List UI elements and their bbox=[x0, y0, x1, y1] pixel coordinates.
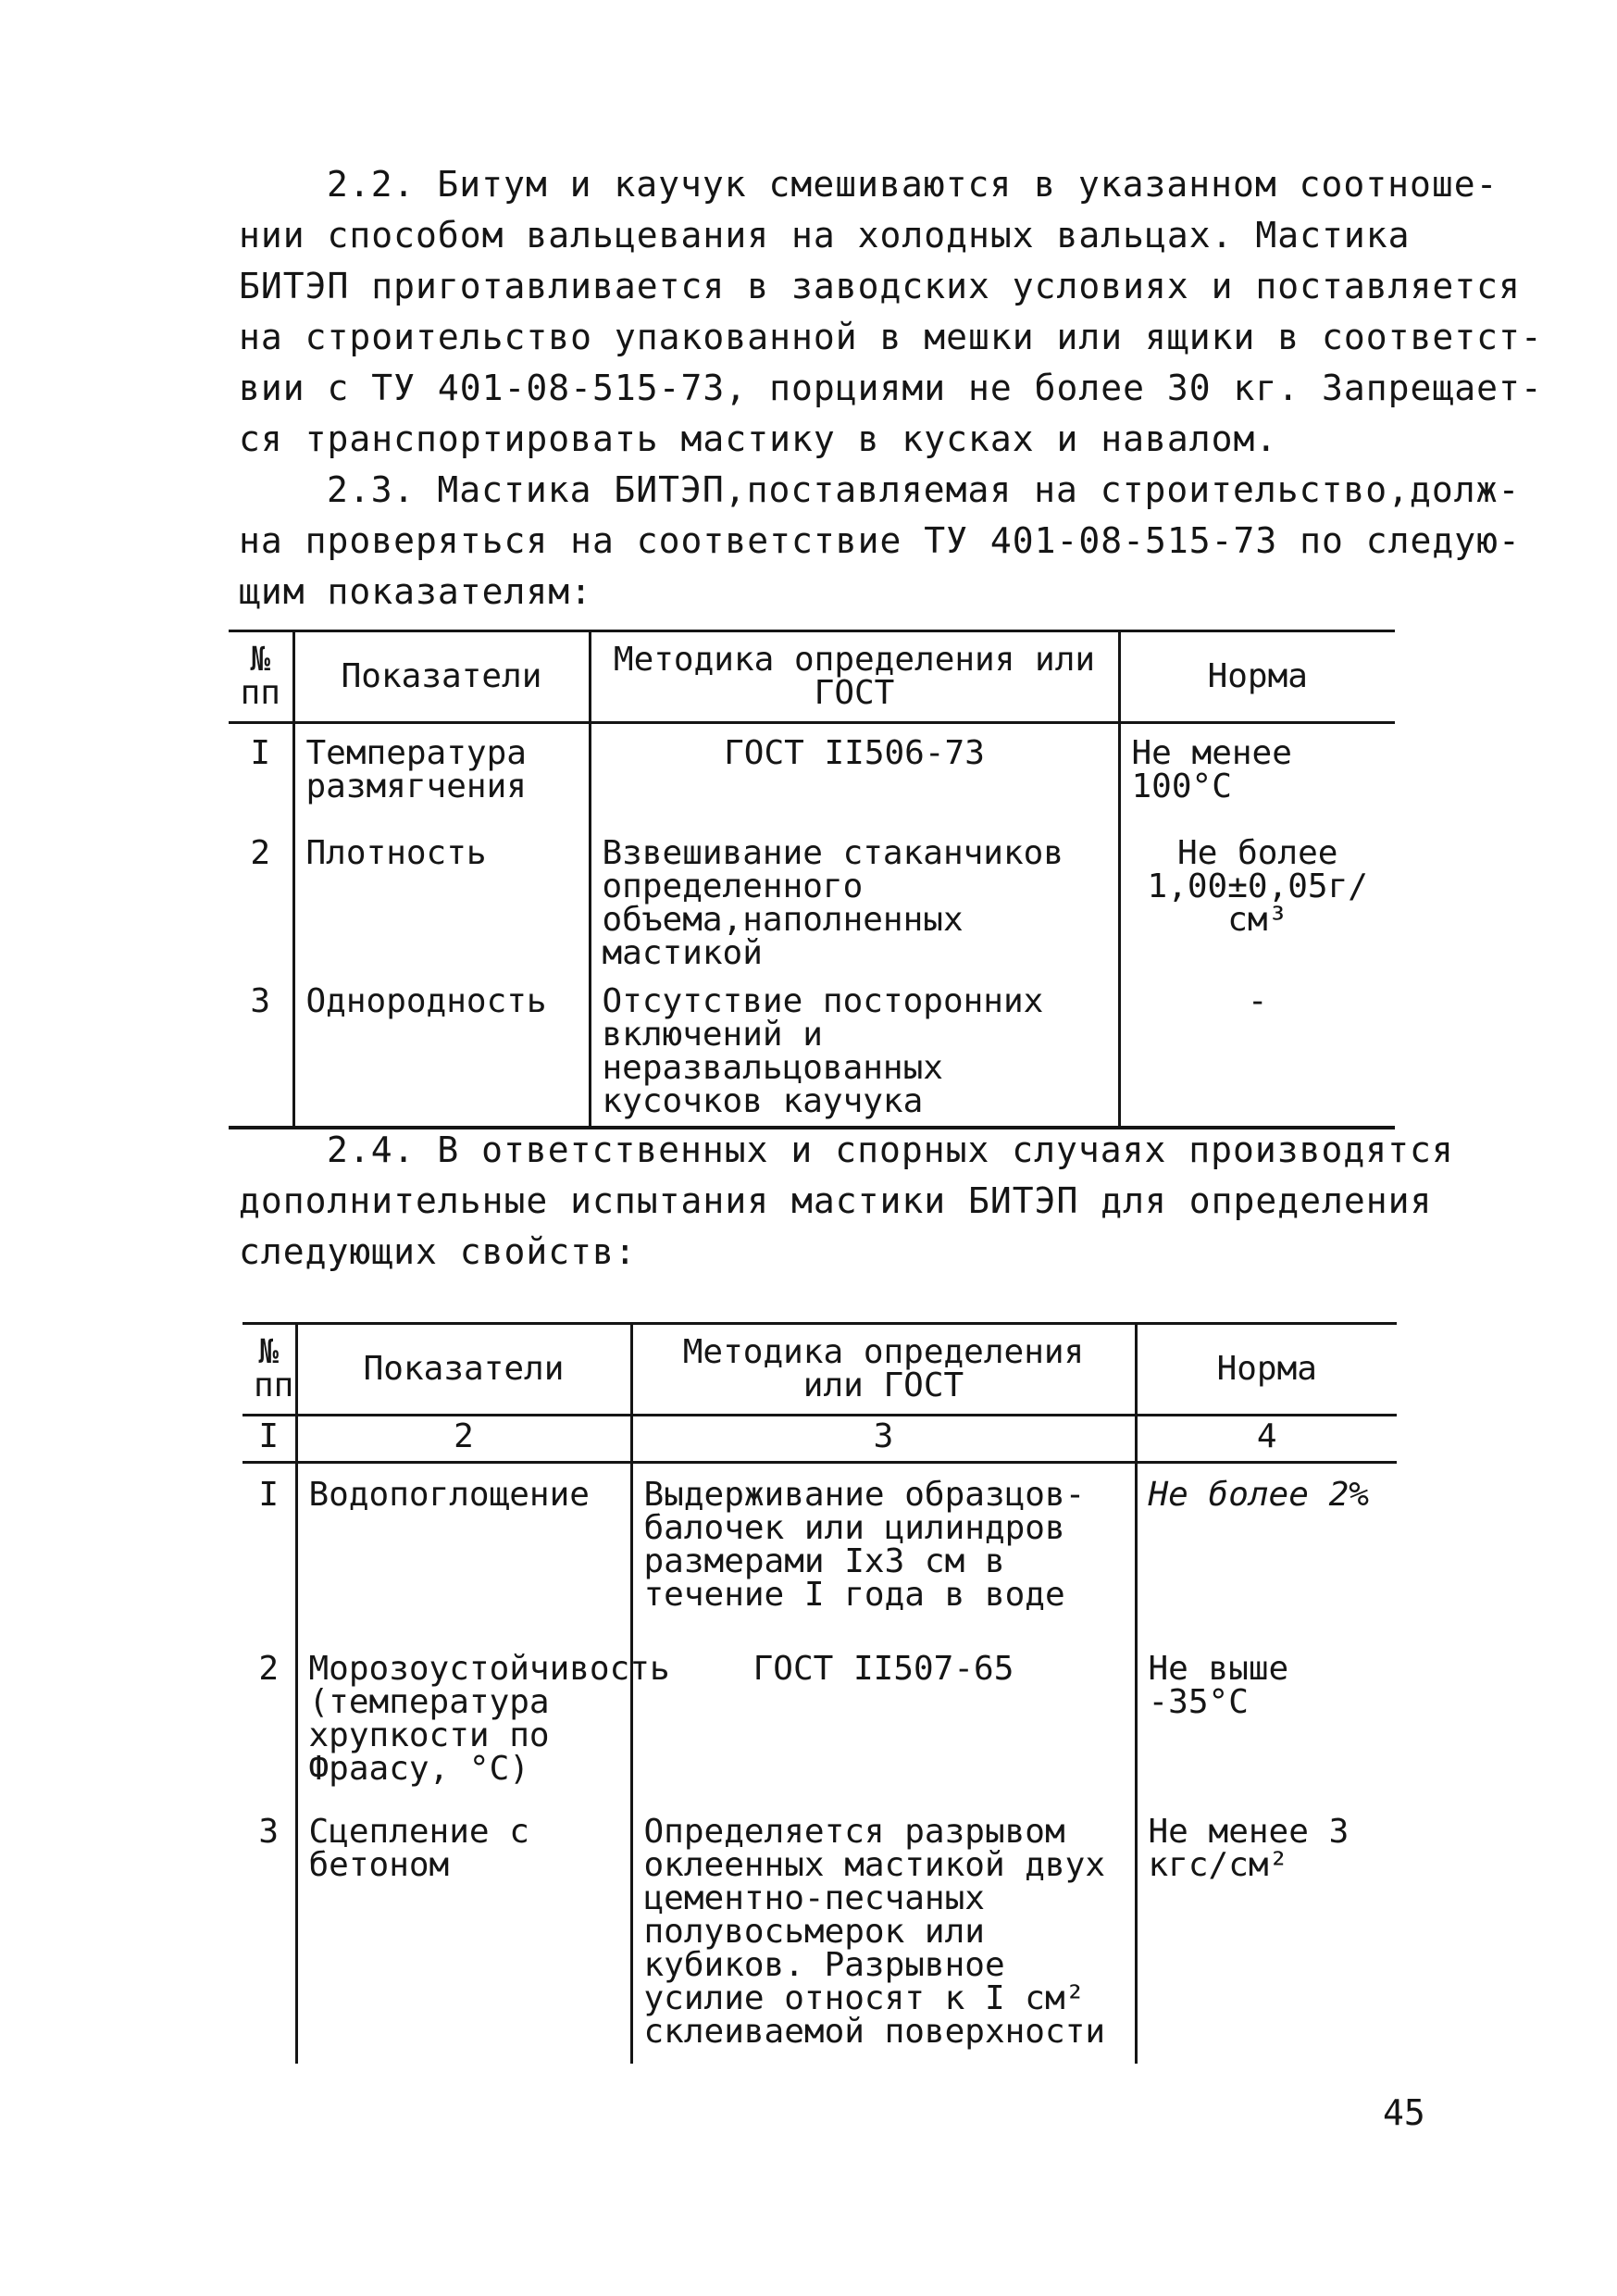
row-indicator: Однородность bbox=[293, 978, 590, 1128]
row-method: ГОСТ II506-73 bbox=[590, 723, 1119, 830]
paragraph-line: дополнительные испытания мастики БИТЭП для определения bbox=[239, 1180, 1433, 1221]
row-method: Взвешивание стаканчиков определенного объема,наполненных мастикой bbox=[590, 830, 1119, 978]
paragraph-line: БИТЭП приготавливается в заводских условиях и поставляется bbox=[239, 266, 1521, 306]
indicators-table bbox=[229, 630, 1395, 1129]
table-row bbox=[243, 1808, 1397, 2064]
row-method: Отсутствие посторонних включений и неразвальцованных кусочков каучука bbox=[590, 978, 1119, 1128]
paragraph-line: на проверяться на соответствие ТУ 401-08-515-73 по следую- bbox=[239, 520, 1521, 561]
row-number: 2 bbox=[258, 1650, 280, 1688]
table-row bbox=[243, 1463, 1397, 1646]
paragraph-line: 2.3. Мастика БИТЭП,поставляемая на строительство,долж- bbox=[327, 469, 1521, 510]
col-header-method: Методика определения или ГОСТ bbox=[631, 1324, 1136, 1416]
table-header-row bbox=[229, 631, 1395, 723]
row-norm: Не менее 100°С bbox=[1119, 723, 1395, 830]
page-number: 45 bbox=[1383, 2092, 1425, 2133]
row-norm: Не выше -35°С bbox=[1136, 1645, 1397, 1808]
row-number: 3 bbox=[250, 982, 271, 1020]
table-row bbox=[229, 978, 1395, 1128]
row-number: 2 bbox=[250, 834, 271, 872]
paragraph-line: следующих свойств: bbox=[239, 1231, 637, 1272]
row-indicator: Температура размягчения bbox=[293, 723, 590, 830]
paragraph-line: 2.4. В ответственных и спорных случаях производятся bbox=[327, 1129, 1454, 1170]
row-norm: Не более 1,00±0,05г/см³ bbox=[1119, 830, 1395, 978]
paragraph-line: щим показателям: bbox=[239, 571, 593, 612]
column-index: 4 bbox=[1136, 1416, 1397, 1463]
paragraph-line: на строительство упакованной в мешки или ящики в соответст- bbox=[239, 317, 1543, 357]
row-indicator: Морозоустойчивость (температура хрупкости по Фраасу, °С) bbox=[296, 1645, 631, 1808]
section-2-4-paragraph bbox=[239, 1125, 1454, 1278]
column-index: I bbox=[243, 1416, 296, 1463]
table-row bbox=[229, 723, 1395, 830]
paragraph-line: вии с ТУ 401-08-515-73, порциями не более 30 кг. Запрещает- bbox=[239, 368, 1543, 408]
row-method: Определяется разрывом оклеенных мастикой двух цементно-песчаных полувосьмерок или кубиков. Разрывное усилие относят к I см² склеиваемой поверхности bbox=[631, 1808, 1136, 2064]
col-header-num: № пп bbox=[243, 1324, 296, 1416]
col-header-num: № пп bbox=[229, 631, 293, 723]
row-number: I bbox=[258, 1476, 280, 1514]
row-indicator: Плотность bbox=[293, 830, 590, 978]
table-header-row bbox=[243, 1324, 1397, 1416]
row-norm: - bbox=[1119, 978, 1395, 1128]
paragraph-line: 2.2. Битум и каучук смешиваются в указанном соотноше- bbox=[327, 164, 1499, 205]
row-method: Выдерживание образцов-балочек или цилиндров размерами Iх3 см в течение I года в воде bbox=[631, 1463, 1136, 1646]
col-header-indicator: Показатели bbox=[296, 1324, 631, 1416]
table-row bbox=[243, 1645, 1397, 1808]
additional-tests-table bbox=[243, 1322, 1397, 2064]
row-number: I bbox=[250, 734, 271, 772]
paragraph-line: ся транспортировать мастику в кусках и навалом. bbox=[239, 418, 1278, 459]
row-norm: Не более 2% bbox=[1136, 1463, 1397, 1646]
column-index: 3 bbox=[631, 1416, 1136, 1463]
col-header-indicator: Показатели bbox=[293, 631, 590, 723]
col-header-norm: Норма bbox=[1119, 631, 1395, 723]
intro-paragraphs bbox=[239, 159, 1543, 618]
row-method: ГОСТ II507-65 bbox=[631, 1645, 1136, 1808]
col-header-method: Методика определения или ГОСТ bbox=[590, 631, 1119, 723]
row-norm: Не менее 3 кгс/см² bbox=[1136, 1808, 1397, 2064]
row-indicator: Водопоглощение bbox=[296, 1463, 631, 1646]
row-indicator: Сцепление с бетоном bbox=[296, 1808, 631, 2064]
table-row bbox=[229, 830, 1395, 978]
column-index-row bbox=[243, 1416, 1397, 1463]
paragraph-line: нии способом вальцевания на холодных вальцах. Мастика bbox=[239, 215, 1411, 256]
column-index: 2 bbox=[296, 1416, 631, 1463]
row-number: 3 bbox=[258, 1813, 280, 1851]
col-header-norm: Норма bbox=[1136, 1324, 1397, 1416]
